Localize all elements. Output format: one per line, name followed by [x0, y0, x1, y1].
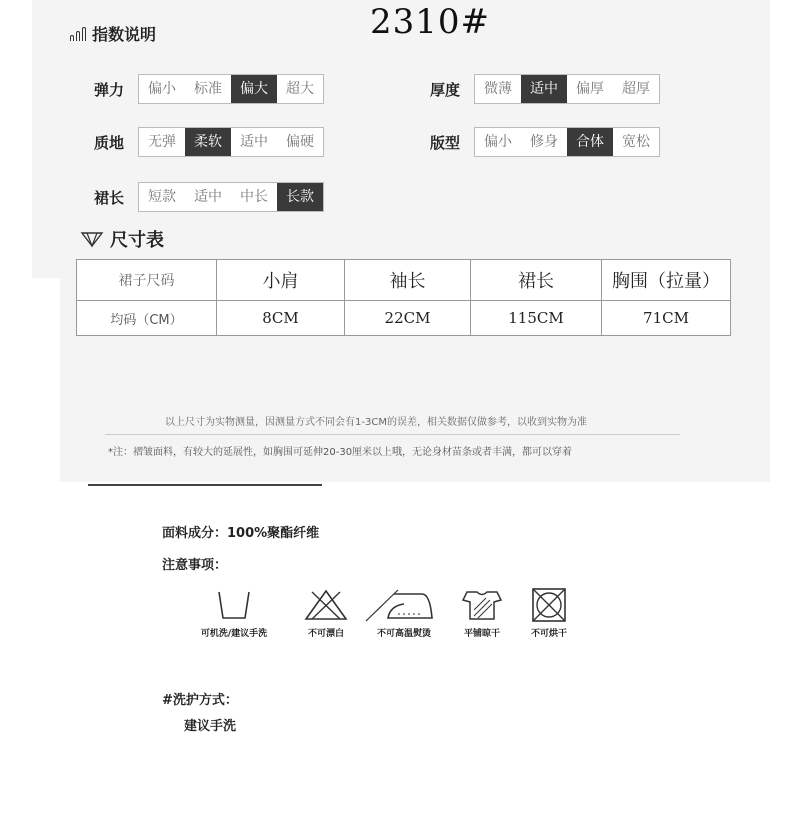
index-heading [70, 22, 156, 45]
option-group [138, 74, 324, 104]
attr-elasticity [94, 74, 324, 104]
table-cell: 115CM [471, 301, 602, 336]
care-item [362, 588, 446, 639]
header-cell: 裙子尺码 [77, 260, 217, 301]
option: 微薄 [484, 81, 512, 97]
background-panel [60, 0, 770, 482]
section-divider [88, 484, 322, 486]
table-header-row [77, 260, 731, 301]
option: 标准 [194, 81, 222, 97]
attr-thickness [430, 74, 660, 104]
attr-label: 质地 [94, 133, 125, 152]
option: 适中 [240, 134, 268, 150]
header-cell: 裙长 [471, 260, 602, 301]
option: 短款 [148, 189, 176, 205]
care-label: 不可烘干 [530, 629, 567, 639]
attr-label: 厚度 [430, 80, 461, 99]
attr-label: 版型 [430, 133, 461, 152]
fabric-composition: 面料成分：100%聚酯纤维 [162, 526, 320, 541]
header-cell: 小肩 [217, 260, 345, 301]
option: 偏硬 [286, 134, 314, 150]
option: 偏小 [148, 81, 176, 97]
attr-texture [94, 127, 324, 157]
care-item [454, 588, 510, 639]
no-tumble-dry-icon [526, 588, 572, 622]
fabric-note: *注：褶皱面料，有较大的延展性，如胸围可延伸20-30厘米以上哦，无论身材苗条或者丰满，都可以穿着 [108, 447, 573, 458]
wash-method-value: 建议手洗 [184, 719, 237, 734]
option: 宽松 [622, 134, 650, 150]
option-group [138, 127, 324, 157]
option: 超大 [286, 81, 314, 97]
size-table-title: 尺寸表 [110, 230, 164, 251]
bar-chart-icon [70, 27, 86, 41]
option-selected: 偏大 [231, 75, 277, 103]
index-title: 指数说明 [92, 25, 157, 44]
no-iron-icon [364, 588, 444, 622]
care-label: 不可高温熨烫 [376, 629, 431, 639]
care-item [518, 588, 580, 639]
option-group [474, 74, 660, 104]
table-cell: 71CM [602, 301, 731, 336]
option-selected: 合体 [567, 128, 613, 156]
attr-label: 弹力 [94, 80, 125, 99]
measurement-note: 以上尺寸为实物测量，因测量方式不同会有1-3CM的误差，相关数据仅做参考，以收到实物为准 [165, 417, 587, 428]
option: 修身 [530, 134, 558, 150]
attr-fit [430, 127, 660, 157]
option-selected: 适中 [521, 75, 567, 103]
option: 无弹 [148, 134, 176, 150]
option: 偏小 [484, 134, 512, 150]
wash-method-title: #洗护方式： [162, 693, 238, 708]
flat-dry-icon [459, 588, 505, 622]
option-selected: 长款 [277, 183, 323, 211]
care-label: 可机洗/建议手洗 [200, 629, 268, 639]
care-item [296, 588, 356, 639]
size-table-heading [80, 226, 164, 252]
table-cell: 8CM [217, 301, 345, 336]
option: 中长 [240, 189, 268, 205]
header-cell: 袖长 [345, 260, 471, 301]
attr-skirt-length [94, 182, 324, 212]
size-table [76, 259, 731, 336]
divider [105, 434, 680, 435]
row-label-cell: 均码（CM） [77, 301, 217, 336]
hand-wash-icon [211, 588, 257, 622]
attr-label: 裙长 [94, 188, 125, 207]
care-label: 不可漂白 [307, 629, 344, 639]
option-group [138, 182, 324, 212]
care-item [182, 588, 286, 639]
option: 超厚 [622, 81, 650, 97]
option-selected: 柔软 [185, 128, 231, 156]
option: 适中 [194, 189, 222, 205]
care-label: 平铺晾干 [463, 629, 500, 639]
option-group [474, 127, 660, 157]
table-row [77, 301, 731, 336]
model-number: 2310# [370, 2, 491, 42]
background-panel-left [32, 0, 62, 278]
care-title: 注意事项： [162, 558, 228, 573]
diamond-icon [80, 230, 104, 248]
header-cell: 胸围（拉量） [602, 260, 731, 301]
no-bleach-icon [303, 588, 349, 622]
option: 偏厚 [576, 81, 604, 97]
table-cell: 22CM [345, 301, 471, 336]
